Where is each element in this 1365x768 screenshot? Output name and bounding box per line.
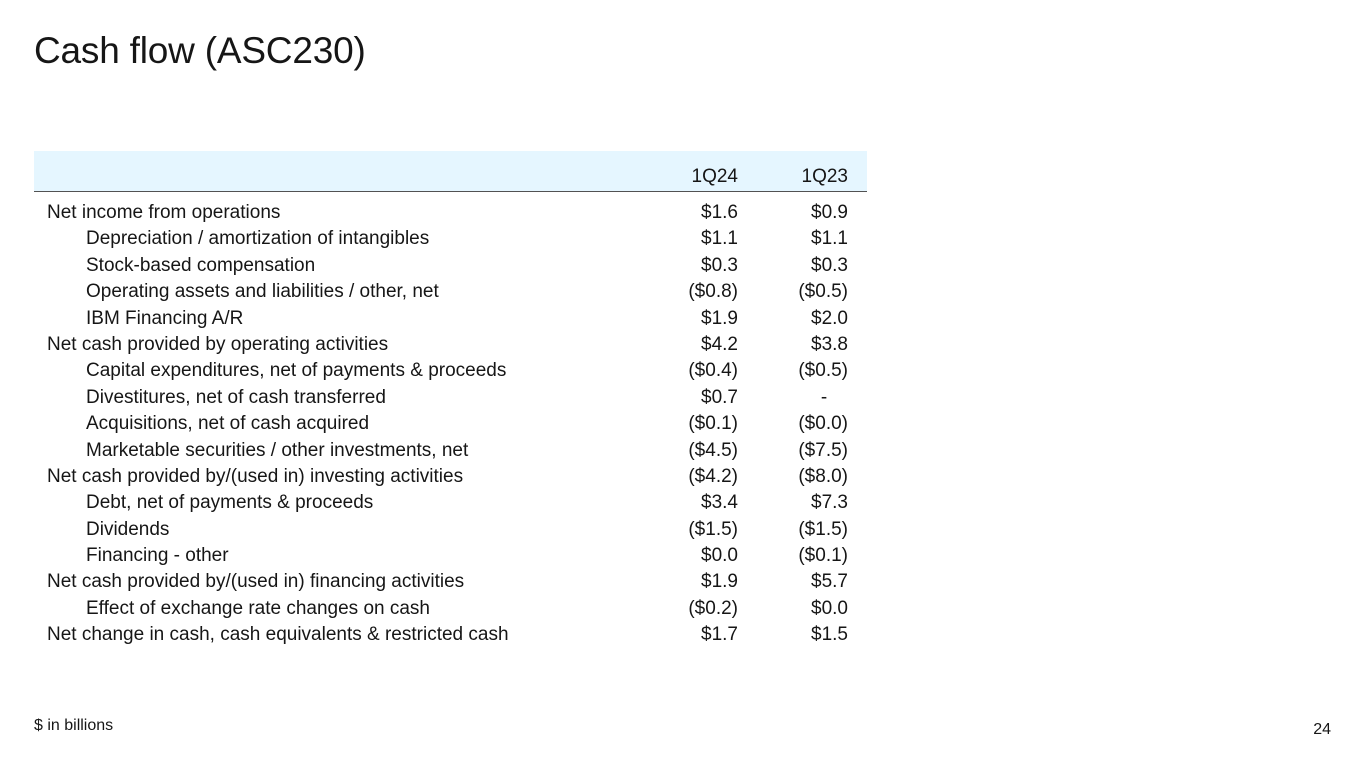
table-row [34,517,867,543]
table-row [34,253,867,279]
value-1q23: ($0.5) [798,281,848,303]
row-label: Stock-based compensation [86,254,316,276]
value-1q23: ($1.5) [798,518,848,540]
row-label: Financing - other [86,545,229,567]
row-label: Net change in cash, cash equivalents & restricted cash [47,624,509,646]
row-label: IBM Financing A/R [86,307,244,329]
value-1q23: $3.8 [811,333,848,355]
value-1q23: $5.7 [811,571,848,593]
value-1q24: $1.7 [701,624,738,646]
table-row [34,464,867,490]
value-1q24: ($0.8) [688,281,738,303]
value-1q23: $0.3 [811,254,848,276]
value-1q23: ($7.5) [798,439,848,461]
value-1q23: ($0.0) [798,413,848,435]
table-row [34,569,867,595]
value-1q24: $1.9 [701,571,738,593]
row-label: Net cash provided by operating activities [47,333,389,355]
row-label: Capital expenditures, net of payments & proceeds [86,360,507,382]
row-label: Net cash provided by/(used in) investing activities [47,465,464,487]
column-header-1q23: 1Q23 [801,166,848,187]
table-row [34,306,867,332]
page-number: 24 [1313,721,1331,738]
value-1q23: ($0.1) [798,545,848,567]
value-1q24: ($4.2) [688,465,738,487]
value-1q23: $0.0 [811,597,848,619]
value-1q24: $0.3 [701,254,738,276]
row-label: Effect of exchange rate changes on cash [86,597,430,619]
table-body [34,192,867,649]
value-1q24: $1.6 [701,202,738,223]
table-row [34,385,867,411]
value-1q24: ($4.5) [688,439,738,461]
row-label: Marketable securities / other investments, net [86,439,469,461]
value-1q24: $0.7 [701,386,738,408]
row-label: Operating assets and liabilities / other, net [86,281,439,303]
table-row [34,596,867,622]
row-label: Acquisitions, net of cash acquired [86,413,370,435]
table-row [34,438,867,464]
value-1q24: ($0.4) [688,360,738,382]
value-1q24: $3.4 [701,492,738,514]
page-title: Cash flow (ASC230) [34,30,366,71]
value-1q23: $1.1 [811,228,848,250]
table-header [34,151,867,192]
row-label: Divestitures, net of cash transferred [86,386,386,408]
value-1q24: ($1.5) [688,518,738,540]
value-1q24: $1.1 [701,228,738,250]
row-label: Debt, net of payments & proceeds [86,492,374,514]
row-label: Depreciation / amortization of intangibles [86,228,430,250]
value-1q24: ($0.1) [688,413,738,435]
value-1q23: $0.9 [811,202,848,223]
table-row [34,490,867,516]
table-row [34,358,867,384]
value-1q23: $2.0 [811,307,848,329]
units-footnote: $ in billions [34,717,114,734]
table-row [34,279,867,305]
value-1q24: $1.9 [701,307,738,329]
table-row [34,622,867,648]
value-1q23: ($0.5) [798,360,848,382]
value-1q24: ($0.2) [688,597,738,619]
table-row [34,200,867,226]
row-label: Net income from operations [47,202,281,223]
value-1q23: - [820,386,828,408]
value-1q24: $4.2 [701,333,738,355]
cash-flow-table [34,151,867,649]
value-1q23: $1.5 [811,624,848,646]
value-1q24: $0.0 [701,545,738,567]
table-row [34,543,867,569]
table-row [34,226,867,252]
table-row [34,411,867,437]
value-1q23: $7.3 [811,492,848,514]
column-header-1q24: 1Q24 [691,166,738,187]
value-1q23: ($8.0) [798,465,848,487]
row-label: Dividends [86,518,170,540]
row-label: Net cash provided by/(used in) financing activities [47,571,465,593]
table-row [34,332,867,358]
